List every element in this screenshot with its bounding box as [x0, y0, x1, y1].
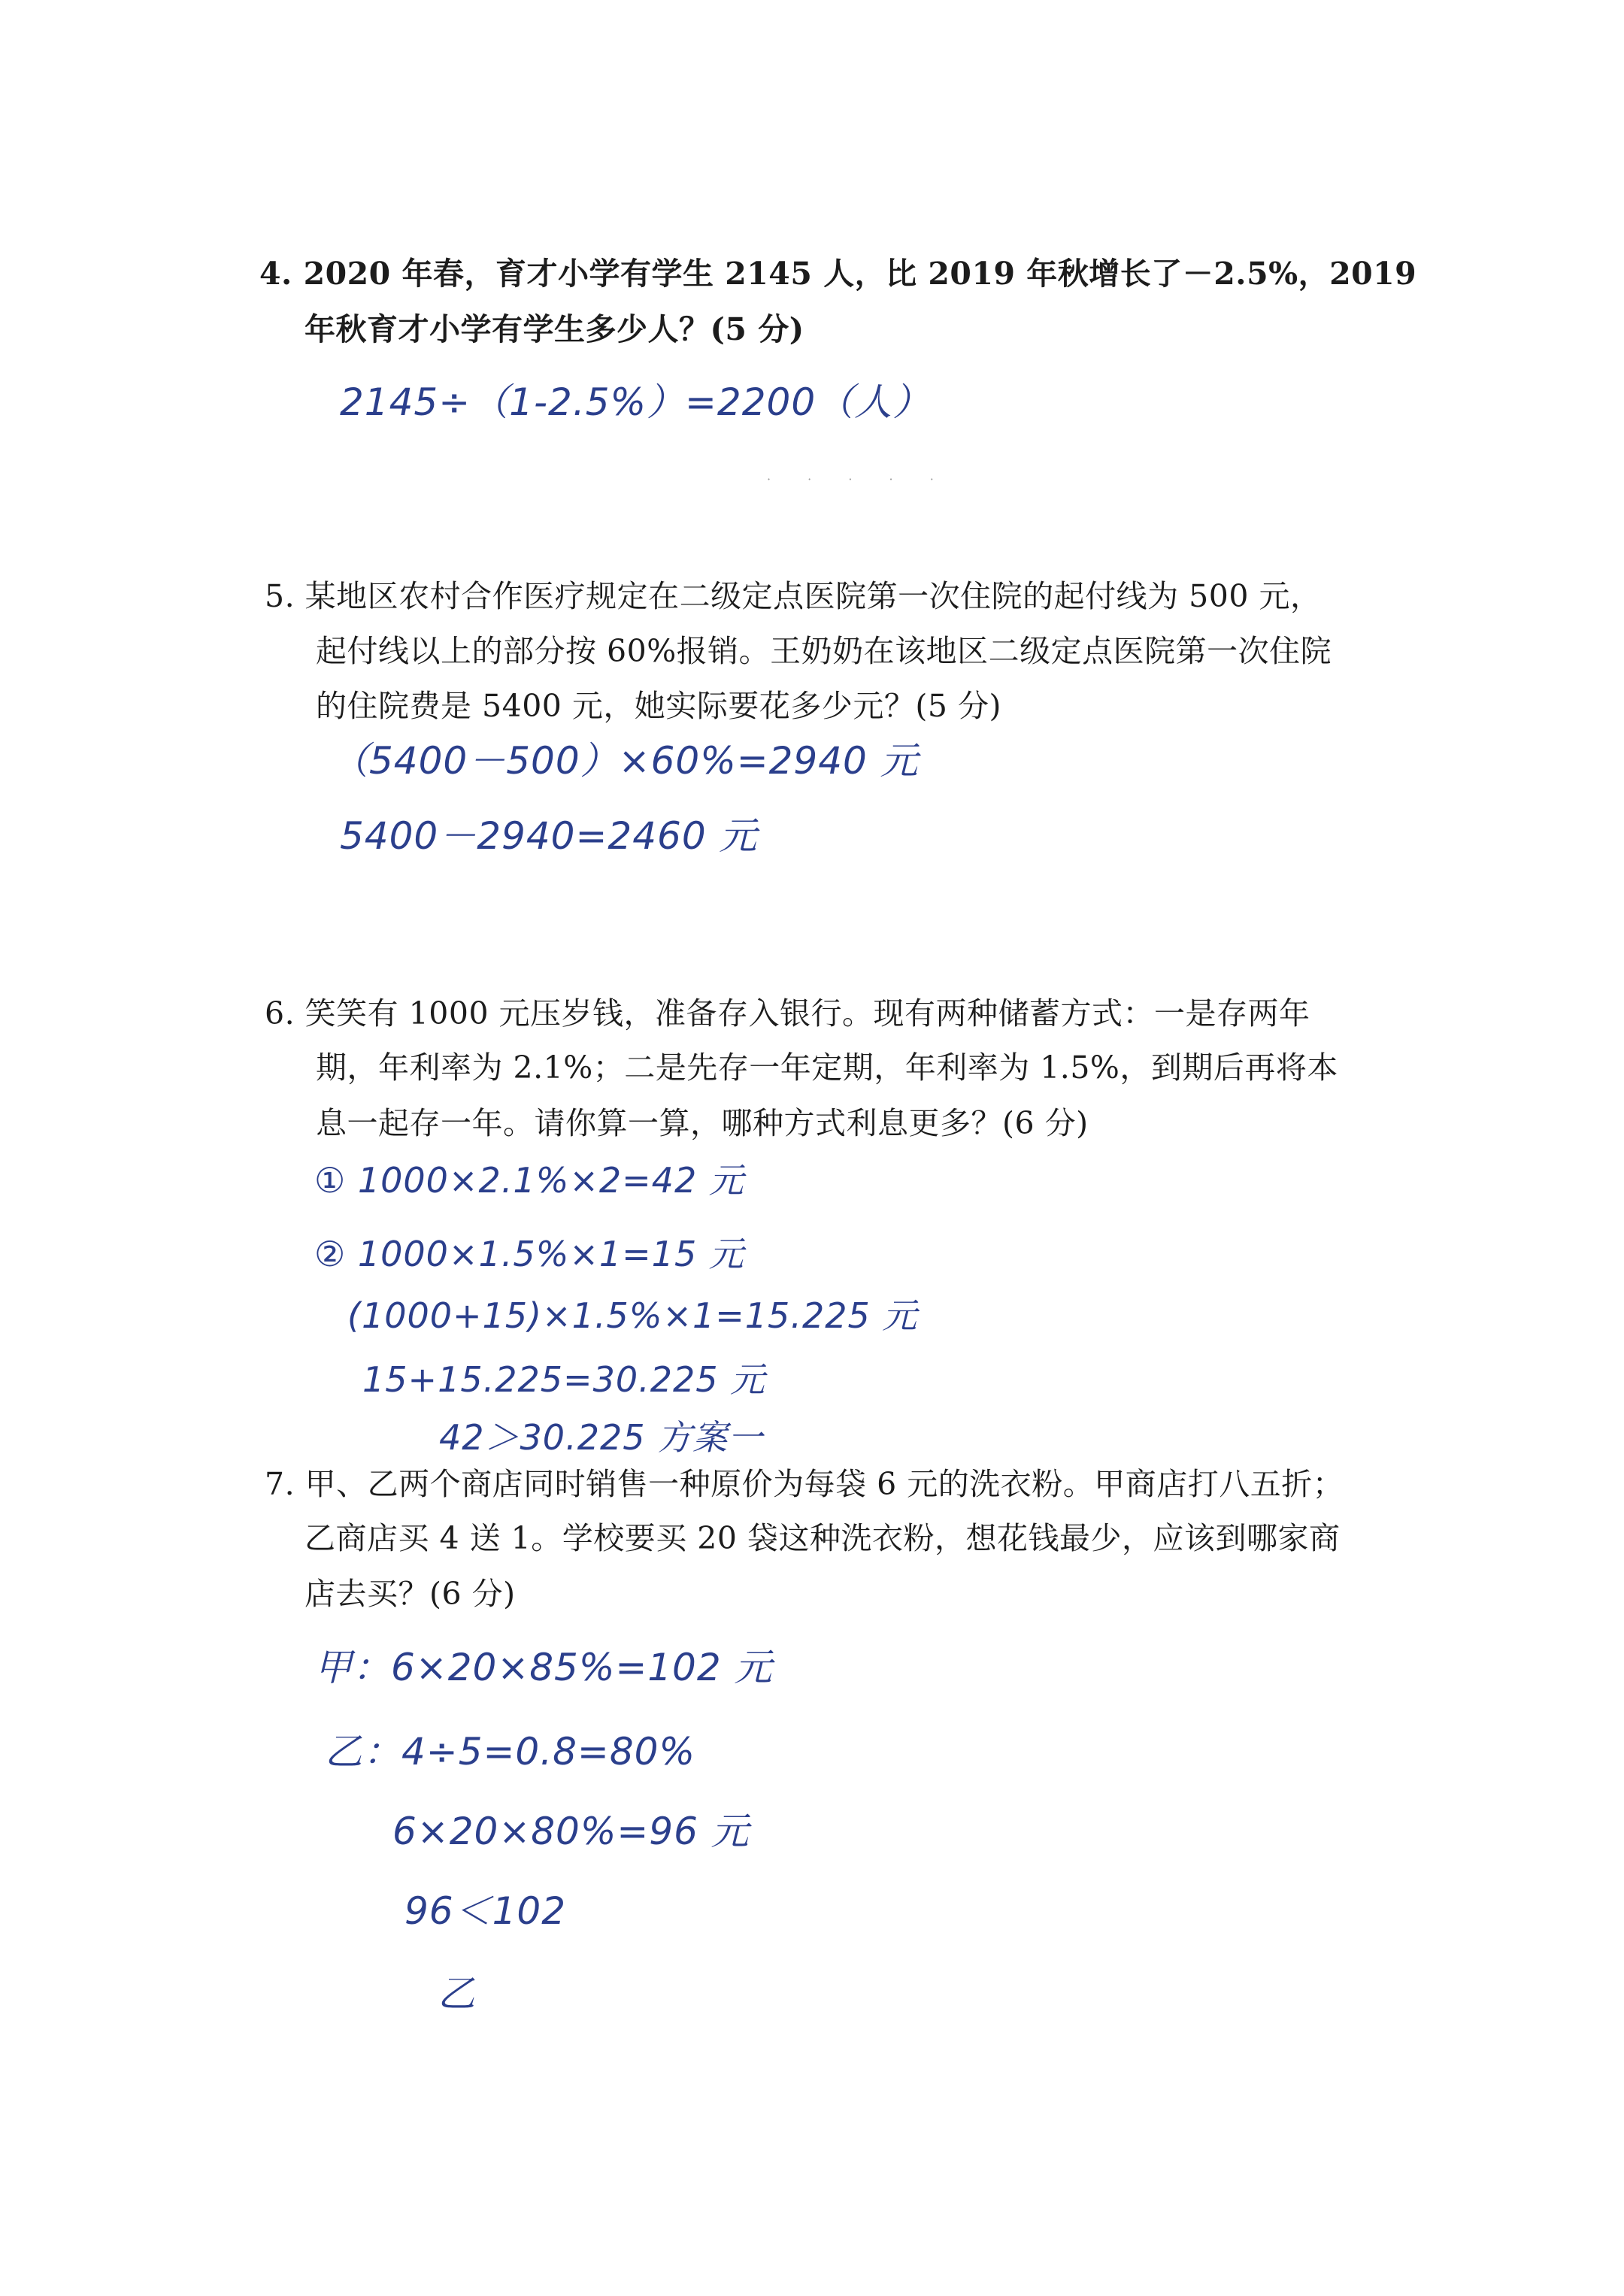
question-6-answer-line-1: ① 1000×2.1%×2=42 元: [314, 1160, 744, 1201]
scan-specks: · · · · ·: [767, 472, 950, 486]
question-5-line-3: 的住院费是 5400 元，她实际要花多少元？(5 分): [316, 688, 1002, 724]
question-7-line-1: 7. 甲、乙两个商店同时销售一种原价为每袋 6 元的洗衣粉。甲商店打八五折；: [265, 1466, 1344, 1502]
question-7-answer-line-3: 6×20×80%=96 元: [392, 1810, 750, 1853]
question-4-answer-line-1: 2145÷（1-2.5%）=2200（人）: [340, 380, 932, 424]
question-4-line-2: 年秋育才小学有学生多少人？(5 分): [304, 311, 804, 347]
question-6-line-3: 息一起存一年。请你算一算，哪种方式利息更多？(6 分): [316, 1105, 1089, 1141]
question-7-answer-line-5: 乙: [438, 1972, 476, 2016]
question-5-answer-line-2: 5400－2940=2460 元: [340, 814, 758, 858]
question-7-line-3: 店去买？(6 分): [304, 1576, 516, 1612]
question-7-answer-line-1: 甲：6×20×85%=102 元: [314, 1646, 773, 1689]
question-5-line-2: 起付线以上的部分按 60%报销。王奶奶在该地区二级定点医院第一次住院: [316, 633, 1332, 669]
question-7-line-2: 乙商店买 4 送 1。学校要买 20 袋这种洗衣粉，想花钱最少，应该到哪家商: [304, 1520, 1341, 1556]
question-6-answer-line-4: 15+15.225=30.225 元: [362, 1359, 766, 1400]
question-4-line-1: 4. 2020 年春，育才小学有学生 2145 人，比 2019 年秋增长了－2.5%，2019: [259, 256, 1417, 292]
question-6-answer-line-5: 42＞30.225 方案一: [439, 1417, 764, 1458]
question-7-answer-line-4: 96＜102: [404, 1889, 567, 1933]
question-7-answer-line-2: 乙：4÷5=0.8=80%: [325, 1730, 695, 1773]
question-5-line-1: 5. 某地区农村合作医疗规定在二级定点医院第一次住院的起付线为 500 元，: [265, 578, 1322, 614]
question-6-answer-line-3: (1000+15)×1.5%×1=15.225 元: [347, 1295, 918, 1336]
question-5-answer-line-1: （5400－500）×60%=2940 元: [331, 739, 919, 783]
question-6-line-1: 6. 笑笑有 1000 元压岁钱，准备存入银行。现有两种储蓄方式：一是存两年: [265, 995, 1310, 1031]
question-6-answer-line-2: ② 1000×1.5%×1=15 元: [314, 1234, 744, 1274]
question-6-line-2: 期，年利率为 2.1%；二是先存一年定期，年利率为 1.5%，到期后再将本: [316, 1050, 1338, 1086]
